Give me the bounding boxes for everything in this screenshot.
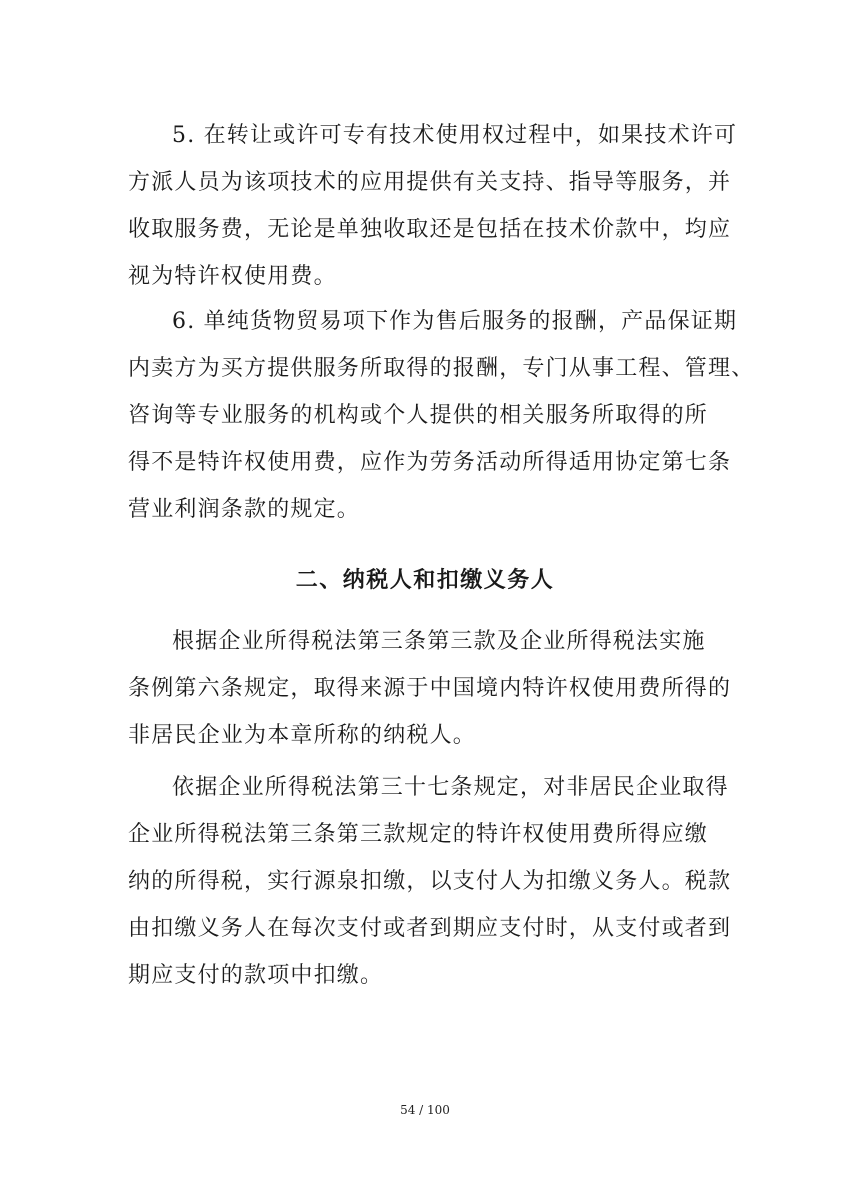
- paragraph-line: 非居民企业为本章所称的纳税人。: [128, 723, 477, 748]
- paragraph-line: 5. 在转让或许可专有技术使用权过程中，如果技术许可: [172, 123, 738, 148]
- section-heading: 二、纳税人和扣缴义务人: [295, 568, 555, 593]
- paragraph-withholding: [128, 764, 732, 999]
- paragraph-line: 依据企业所得税法第三十七条规定，对非居民企业取得: [172, 775, 729, 800]
- paragraph-line: 6. 单纯货物贸易项下作为售后服务的报酬，产品保证期: [172, 309, 738, 334]
- paragraph-line: 营业利润条款的规定。: [128, 497, 361, 522]
- paragraph-line: 由扣缴义务人在每次支付或者到期应支付时，从支付或者到: [128, 916, 732, 941]
- paragraph-line: 得不是特许权使用费，应作为劳务活动所得适用协定第七条: [128, 450, 732, 475]
- paragraph-line: 企业所得税法第三条第三款规定的特许权使用费所得应缴: [128, 822, 709, 847]
- paragraph-line: 内卖方为买方提供服务所取得的报酬，专门从事工程、管理、: [128, 356, 755, 381]
- paragraph-line: 条例第六条规定，取得来源于中国境内特许权使用费所得的: [128, 676, 732, 701]
- paragraph-line: 方派人员为该项技术的应用提供有关支持、指导等服务，并: [128, 170, 732, 195]
- paragraph-taxpayer: [128, 618, 732, 759]
- paragraph-5: [128, 112, 738, 300]
- paragraph-line: 期应支付的款项中扣缴。: [128, 963, 384, 988]
- paragraph-line: 视为特许权使用费。: [128, 264, 337, 289]
- page-number: 54 / 100: [400, 1103, 450, 1117]
- paragraph-6: [128, 298, 755, 533]
- paragraph-line: 纳的所得税，实行源泉扣缴，以支付人为扣缴义务人。税款: [128, 869, 732, 894]
- paragraph-line: 咨询等专业服务的机构或个人提供的相关服务所取得的所: [128, 403, 709, 428]
- paragraph-line: 根据企业所得税法第三条第三款及企业所得税法实施: [172, 629, 706, 654]
- paragraph-line: 收取服务费，无论是单独收取还是包括在技术价款中，均应: [128, 217, 732, 242]
